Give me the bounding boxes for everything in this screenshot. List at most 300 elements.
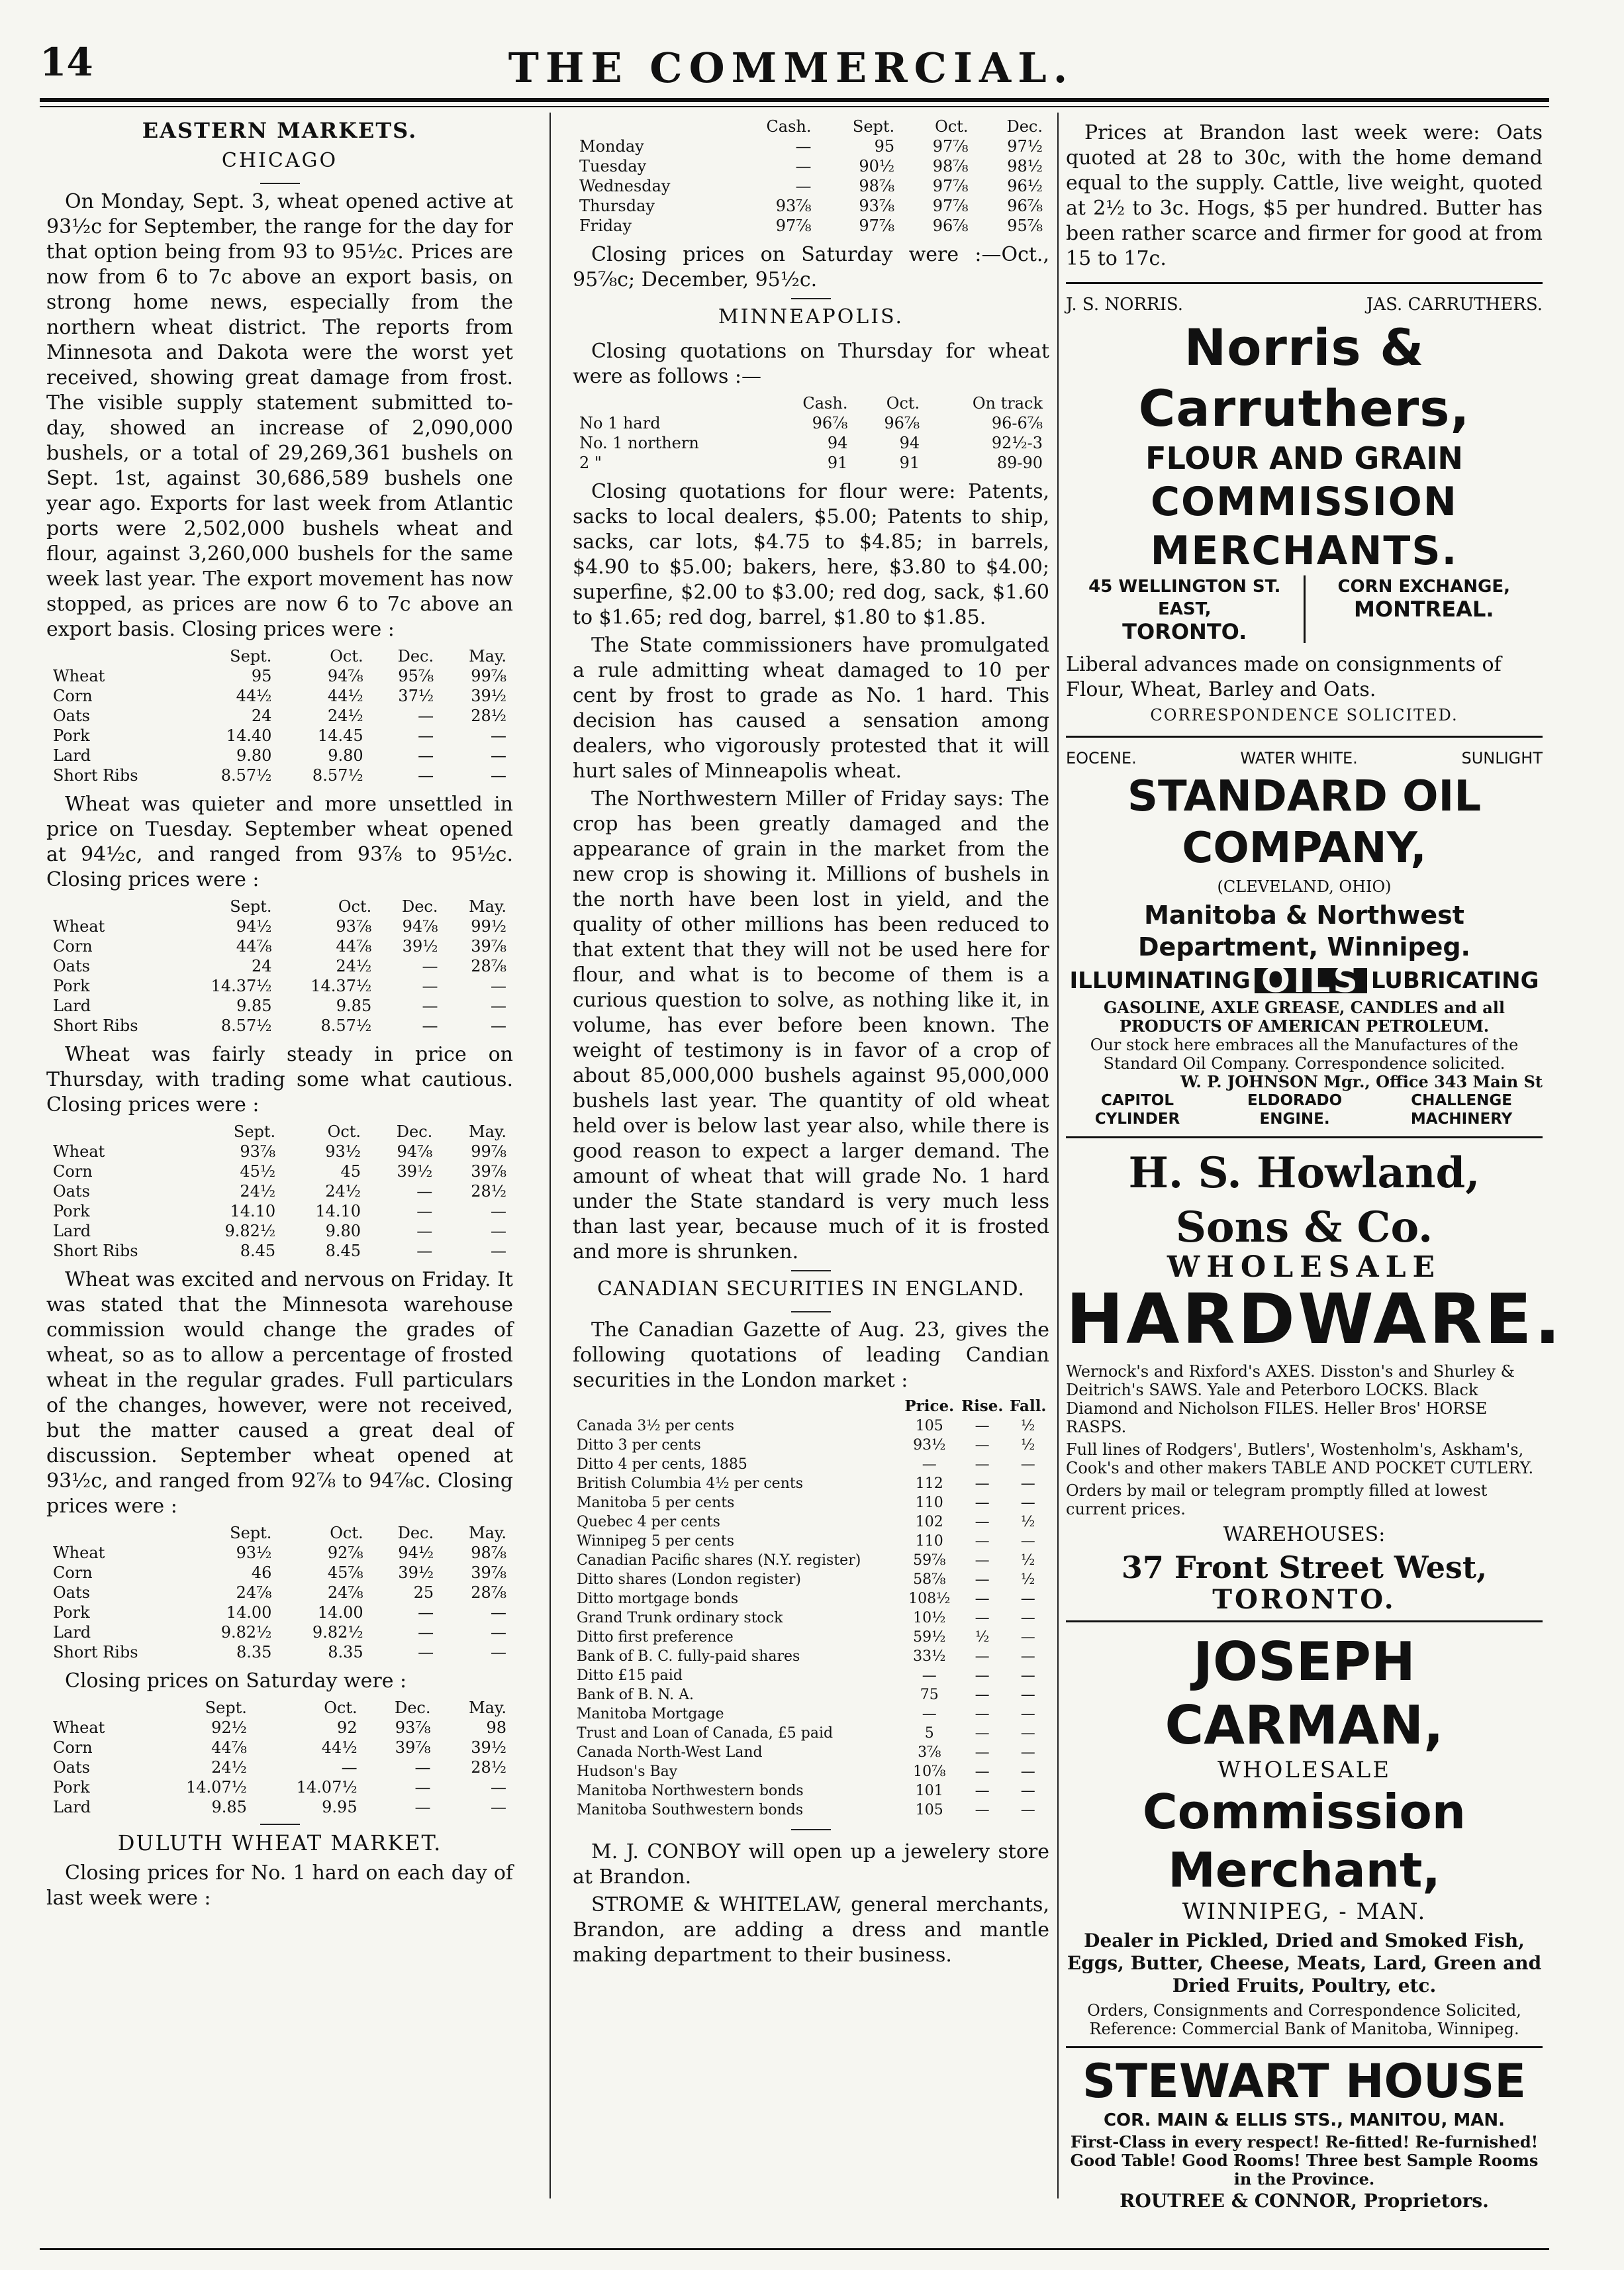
column-header: Oct. xyxy=(324,1699,358,1717)
masthead-title: THE COMMERCIAL. xyxy=(508,44,1075,92)
table-cell: 10½ xyxy=(913,1610,946,1626)
table-cell: — xyxy=(491,1222,506,1240)
table-cell: 93⅞ xyxy=(240,1142,276,1161)
table-cell: 89-90 xyxy=(996,454,1043,472)
row-label: Oats xyxy=(53,1182,90,1201)
table-cell: 37½ xyxy=(398,687,434,705)
table-cell: — xyxy=(414,1798,431,1816)
address-line: CORN EXCHANGE, xyxy=(1337,577,1511,597)
table-row xyxy=(46,726,513,746)
table-row xyxy=(46,996,513,1016)
table-cell: — xyxy=(491,977,506,995)
table-cell: 96⅞ xyxy=(884,414,920,432)
table-cell: 24 xyxy=(252,957,272,975)
table-header-row xyxy=(573,1396,1049,1416)
column-header xyxy=(46,646,187,666)
table-cell: 8.57½ xyxy=(220,1016,272,1035)
table-cell: — xyxy=(1020,1725,1035,1742)
table-row xyxy=(573,1474,1049,1493)
table-cell: 98⅞ xyxy=(932,157,969,175)
table-cell: 97⅞ xyxy=(932,197,969,215)
table-cell: 14.10 xyxy=(230,1202,276,1220)
table-cell: — xyxy=(422,997,438,1015)
ad-standard-oil xyxy=(1066,738,1543,1138)
table-cell: — xyxy=(1020,1495,1035,1511)
column-header: Sept. xyxy=(852,117,895,136)
table-cell: 99½ xyxy=(471,917,506,936)
table-row xyxy=(573,1493,1049,1512)
paragraph: Wheat was quieter and more unsettled in price on Tuesday. September wheat opened at 94½c, and ranged from 93⅞ to 95½c. Closing prices were : xyxy=(46,793,513,891)
table-row xyxy=(573,1532,1049,1551)
table-cell: 24⅞ xyxy=(236,1583,272,1602)
table-row xyxy=(46,1181,513,1201)
table-cell: — xyxy=(975,1706,990,1722)
table-cell: — xyxy=(418,1643,434,1661)
table-cell: — xyxy=(491,1242,506,1260)
table-row xyxy=(46,916,513,936)
table-cell: 96½ xyxy=(1007,177,1043,195)
hotel-description: First-Class in every respect! Re-fitted! Re-furnished! Good Table! Good Rooms! Three best Sample Rooms in the Province. xyxy=(1070,2132,1539,2189)
table-cell: 110 xyxy=(915,1495,943,1511)
table-cell: — xyxy=(975,1514,990,1530)
table-cell: — xyxy=(975,1456,990,1473)
table-cell: 99⅞ xyxy=(471,667,506,685)
table-cell: 93⅞ xyxy=(336,917,372,936)
table-row xyxy=(46,686,513,706)
table-row xyxy=(46,1583,513,1603)
table-cell: — xyxy=(975,1437,990,1454)
column-header: Cash. xyxy=(766,117,812,136)
table-cell: 39½ xyxy=(471,687,506,705)
table-cell: 28⅞ xyxy=(471,1583,506,1602)
table-cell: 95⅞ xyxy=(1007,217,1043,235)
column-header: Fall. xyxy=(1009,1397,1047,1415)
table-cell: 98⅞ xyxy=(471,1544,506,1562)
column-header: May. xyxy=(469,647,506,666)
table-cell: 8.45 xyxy=(325,1242,361,1260)
row-label: Ditto first preference xyxy=(577,1629,734,1646)
column-3 xyxy=(1066,113,1564,2214)
grade: SUNLIGHT xyxy=(1461,749,1543,767)
table-cell: 97⅞ xyxy=(859,217,895,235)
table-cell: 9.85 xyxy=(236,997,272,1015)
dealer-goods: Dealer in Pickled, Dried and Smoked Fish, Eggs, Butter, Cheese, Meats, Lard, Green and Dried Fruits, Poultry, etc. xyxy=(1067,1930,1542,1997)
table-cell: 28⅞ xyxy=(471,957,506,975)
table-cell: — xyxy=(1020,1629,1035,1646)
table-cell: — xyxy=(975,1552,990,1569)
table-cell: 44½ xyxy=(236,687,272,705)
partner-right: JAS. CARRUTHERS. xyxy=(1366,295,1543,315)
table-cell: — xyxy=(795,177,812,195)
table-cell: — xyxy=(491,1603,506,1622)
table-row xyxy=(46,1161,513,1181)
column-header: Oct. xyxy=(338,897,372,916)
correspondence-note: CORRESPONDENCE SOLICITED. xyxy=(1150,706,1458,724)
table-cell: — xyxy=(975,1495,990,1511)
row-label: Wheat xyxy=(53,1544,105,1562)
table-cell: 10⅞ xyxy=(913,1763,946,1780)
address-montreal xyxy=(1306,575,1543,643)
table-row xyxy=(573,453,1049,473)
hardware-title: HARDWARE. xyxy=(1066,1279,1564,1359)
table-row xyxy=(573,196,1049,216)
row-label: Monday xyxy=(579,137,644,156)
table-cell: — xyxy=(975,1744,990,1761)
table-cell: — xyxy=(1020,1456,1035,1473)
brand: CHALLENGE MACHINERY xyxy=(1410,1092,1513,1128)
table-row xyxy=(46,1201,513,1221)
paragraph: The Canadian Gazette of Aug. 23, gives the following quotations of leading Candian securities in the London market : xyxy=(573,1318,1049,1392)
paragraph: Closing quotations for flour were: Patents, sacks to local dealers, $5.00; Patents to ship, sacks, car lots, $4.75 to $4.85; in barrels, $4.90 to $5.00; bakers, here, $3.80 to $4.00; superfine, $2.00 to $3.00; red dog, sack, $1.60 to $1.65; red dog, barrel, $1.80 to $1.85. xyxy=(573,480,1049,629)
section-heading-eastern-markets: EASTERN MARKETS. xyxy=(142,118,418,143)
column-header: May. xyxy=(469,1122,506,1141)
table-cell: 44⅞ xyxy=(236,937,272,956)
grade: WATER WHITE. xyxy=(1240,749,1358,767)
table-row xyxy=(573,176,1049,196)
table-cell: 44⅞ xyxy=(336,937,372,956)
table-cell: 91 xyxy=(899,454,920,472)
paragraph: Closing prices for No. 1 hard on each day of last week were : xyxy=(46,1861,513,1910)
row-label: No 1 hard xyxy=(579,414,661,432)
merchant-orders: Orders, Consignments and Correspondence Solicited, Reference: Commercial Bank of Manitoba, Winnipeg. xyxy=(1087,2001,1521,2038)
table-cell: 105 xyxy=(915,1418,943,1434)
table-cell: — xyxy=(1020,1687,1035,1703)
table-row xyxy=(573,1801,1049,1820)
table-row xyxy=(573,1608,1049,1628)
column-header: May. xyxy=(469,897,506,916)
column-header: Sept. xyxy=(233,1122,276,1141)
column-header: Dec. xyxy=(1006,117,1043,136)
row-label: Oats xyxy=(53,1758,90,1777)
table-cell: — xyxy=(1020,1475,1035,1492)
stock-note: Our stock here embraces all the Manufactures of the Standard Oil Company. Correspondence solicited. xyxy=(1090,1036,1519,1073)
table-cell: 97½ xyxy=(1007,137,1043,156)
table-row xyxy=(46,976,513,996)
column-divider xyxy=(549,113,551,2198)
table-row xyxy=(573,1762,1049,1781)
table-cell: — xyxy=(975,1571,990,1588)
row-label: Lard xyxy=(53,1623,91,1642)
table-cell: 98½ xyxy=(1007,157,1043,175)
table-cell: — xyxy=(795,137,812,156)
table-cell: — xyxy=(414,1778,431,1797)
row-label: Short Ribs xyxy=(53,766,138,785)
table-cell: — xyxy=(975,1475,990,1492)
table-header-row xyxy=(573,393,1049,413)
row-label: Corn xyxy=(53,1563,93,1582)
merchant-city: WINNIPEG, - MAN. xyxy=(1182,1899,1427,1925)
table-cell: 95 xyxy=(251,667,272,685)
table-cell: 14.07½ xyxy=(296,1778,358,1797)
column-header: Price. xyxy=(904,1397,955,1415)
table-cell: — xyxy=(491,746,506,765)
row-label: Thursday xyxy=(579,197,655,215)
table-cell: 98 xyxy=(486,1718,506,1737)
table-cell: — xyxy=(1020,1763,1035,1780)
row-label: Manitoba Southwestern bonds xyxy=(577,1802,804,1818)
row-label: Short Ribs xyxy=(53,1016,138,1035)
table-cell: 9.80 xyxy=(328,746,363,765)
paragraph: Wheat was excited and nervous on Friday. It was stated that the Minnesota warehouse commission would change the grades of wheat, so as to allow a percentage of frosted wheat in the regular grades. Full particulars of the changes, however, were not received, but the matter caused a great deal of discussion. September wheat opened at 93½c, and ranged from 92⅞ to 94⅞c. Closing prices were : xyxy=(46,1268,513,1518)
column-header: Oct. xyxy=(330,647,363,666)
table-cell: 44½ xyxy=(327,687,363,705)
table-row xyxy=(46,1642,513,1662)
table-cell: 46 xyxy=(251,1563,272,1582)
table-cell: 9.80 xyxy=(325,1222,361,1240)
column-header: Oct. xyxy=(330,1524,363,1542)
table-cell: 9.82½ xyxy=(312,1623,363,1642)
merchant-name: JOSEPH CARMAN, xyxy=(1165,1631,1444,1756)
column-header: On track xyxy=(972,394,1043,413)
table-row xyxy=(573,136,1049,156)
oils-block: OILS xyxy=(1255,968,1367,993)
table-cell: — xyxy=(1020,1802,1035,1818)
grade: EOCENE. xyxy=(1066,749,1137,767)
column-header: Dec. xyxy=(394,1699,431,1717)
table-cell: — xyxy=(1020,1783,1035,1799)
table-cell: 39½ xyxy=(402,937,438,956)
table-cell: — xyxy=(491,1016,506,1035)
table-row xyxy=(573,216,1049,236)
table-cell: 102 xyxy=(915,1514,943,1530)
row-label: Corn xyxy=(53,1162,93,1181)
table-row xyxy=(46,956,513,976)
table-cell: 45½ xyxy=(240,1162,276,1181)
table-header-row xyxy=(46,646,513,666)
minneapolis-table xyxy=(573,393,1049,473)
column-header: Dec. xyxy=(397,1524,434,1542)
column-1 xyxy=(46,113,513,1914)
table-cell: — xyxy=(975,1648,990,1665)
hotel-name: STEWART HOUSE xyxy=(1082,2054,1527,2108)
table-row xyxy=(573,1781,1049,1801)
table-cell: 96⅞ xyxy=(812,414,848,432)
brand: CAPITOL CYLINDER xyxy=(1094,1092,1180,1128)
table-cell: 8.45 xyxy=(240,1242,276,1260)
oil-grades xyxy=(1066,746,1543,771)
table-cell: ½ xyxy=(975,1629,990,1646)
table-cell: 8.35 xyxy=(328,1643,363,1661)
row-label: Manitoba Northwestern bonds xyxy=(577,1783,804,1799)
column-header: Oct. xyxy=(327,1122,361,1141)
table-cell: — xyxy=(795,157,812,175)
table-row xyxy=(46,1016,513,1036)
table-row xyxy=(573,1436,1049,1455)
partner-names xyxy=(1066,292,1543,317)
paragraph: Closing prices on Saturday were : xyxy=(65,1669,407,1693)
hotel-address: COR. MAIN & ELLIS STS., MANITOU, MAN. xyxy=(1103,2110,1505,2130)
table-row xyxy=(573,1551,1049,1570)
table-cell: 92½ xyxy=(211,1718,247,1737)
table-cell: — xyxy=(1020,1744,1035,1761)
manager: W. P. JOHNSON Mgr., Office 343 Main St xyxy=(1180,1072,1543,1091)
column-header xyxy=(573,1396,901,1416)
row-label: Wheat xyxy=(53,667,105,685)
table-row xyxy=(46,1757,513,1777)
table-row xyxy=(573,1628,1049,1647)
row-label: Bank of B. N. A. xyxy=(577,1687,694,1703)
row-label: Corn xyxy=(53,1738,93,1757)
column-header xyxy=(46,1122,189,1142)
table-cell: 39½ xyxy=(398,1563,434,1582)
price-table xyxy=(46,1122,513,1261)
row-label: Ditto shares (London register) xyxy=(577,1571,801,1588)
table-row xyxy=(46,1563,513,1583)
table-cell: — xyxy=(1020,1706,1035,1722)
ad-stewart-house xyxy=(1066,2048,1543,2214)
company-location: (CLEVELAND, OHIO) xyxy=(1217,877,1392,896)
row-label: Friday xyxy=(579,217,632,235)
divider xyxy=(791,298,831,299)
table-row xyxy=(46,765,513,785)
table-cell: 94 xyxy=(899,434,920,452)
column-header: May. xyxy=(469,1699,506,1717)
table-cell: 3⅞ xyxy=(918,1744,941,1761)
table-cell: — xyxy=(418,1603,434,1622)
column-header: Oct. xyxy=(935,117,969,136)
row-label: Canadian Pacific shares (N.Y. register) xyxy=(577,1552,861,1569)
table-cell: — xyxy=(422,957,438,975)
table-cell: 94½ xyxy=(236,917,272,936)
table-cell: 91 xyxy=(827,454,848,472)
footer-rule xyxy=(40,2248,1549,2250)
label-lubricating: LUBRICATING xyxy=(1370,967,1539,994)
table-row xyxy=(46,1241,513,1261)
paragraph: Wheat was fairly steady in price on Thursday, with trading some what cautious. Closing prices were : xyxy=(46,1043,513,1116)
table-row xyxy=(573,1589,1049,1608)
table-cell: — xyxy=(418,766,434,785)
table-row xyxy=(573,1666,1049,1685)
table-cell: 39⅞ xyxy=(395,1738,431,1757)
table-cell: 39½ xyxy=(397,1162,433,1181)
commission-merchant: Commission Merchant, xyxy=(1142,1784,1466,1898)
header-rule xyxy=(40,98,1549,102)
row-label: Lard xyxy=(53,1222,91,1240)
table-header-row xyxy=(46,1523,513,1543)
paragraph: The Northwestern Miller of Friday says: The crop has been greatly damaged and the appearance of grain in the market from the new crop is showing it. Millions of bushels in the north have been lost in yield, and the quality of other millions has been reduced to that extent that they will not be used here for flour, and what is to become of them is a curious question to solve, as nothing like it, in volume, has ever before been known. The weight of testimony is in favor of a crop of about 85,000,000 bushels against 95,000,000 bushels last year. The quantity of old wheat held over is below last year also, while there is good reason to expect a larger demand. The amount of wheat that will grade No. 1 hard under the State standard is very much less than last year, because much of it is frosted and more is shrunken. xyxy=(573,787,1049,1263)
table-cell: 94 xyxy=(827,434,848,452)
table-cell: 96⅞ xyxy=(1007,197,1043,215)
table-cell: — xyxy=(341,1758,358,1777)
advances-note: Liberal advances made on consignments of Flour, Wheat, Barley and Oats. xyxy=(1066,653,1502,701)
table-cell: — xyxy=(975,1610,990,1626)
table-header-row xyxy=(46,1698,513,1718)
price-table xyxy=(46,646,513,785)
table-cell: 99⅞ xyxy=(471,1142,506,1161)
divider xyxy=(791,1311,831,1312)
table-cell: 96⅞ xyxy=(932,217,969,235)
column-header: Cash. xyxy=(802,394,848,413)
table-row xyxy=(46,1738,513,1757)
orders-note: Orders by mail or telegram promptly filled at lowest current prices. xyxy=(1066,1481,1488,1518)
price-table xyxy=(46,1523,513,1662)
table-cell: — xyxy=(414,1758,431,1777)
table-cell: 28½ xyxy=(471,1758,506,1777)
table-cell: — xyxy=(491,1202,506,1220)
column-header: Sept. xyxy=(230,897,272,916)
table-cell: 14.37½ xyxy=(211,977,272,995)
table-cell: 92 xyxy=(337,1718,358,1737)
table-header-row xyxy=(46,1122,513,1142)
partner-left: J. S. NORRIS. xyxy=(1066,295,1183,315)
table-cell: 25 xyxy=(413,1583,434,1602)
table-cell: — xyxy=(418,1623,434,1642)
row-label: Winnipeg 5 per cents xyxy=(577,1533,735,1550)
table-cell: — xyxy=(975,1802,990,1818)
table-cell: 14.10 xyxy=(315,1202,361,1220)
news-item: M. J. CONBOY will open up a jewelery store at Brandon. xyxy=(573,1840,1049,1889)
table-cell: 39⅞ xyxy=(471,1162,506,1181)
row-label: Pork xyxy=(53,977,90,995)
table-cell: ½ xyxy=(1021,1571,1035,1588)
company-name: H. S. Howland, Sons & Co. xyxy=(1128,1148,1480,1252)
row-label: Wheat xyxy=(53,917,105,936)
table-cell: 94⅞ xyxy=(327,667,363,685)
table-cell: 14.37½ xyxy=(310,977,372,995)
table-cell: 105 xyxy=(915,1802,943,1818)
row-label: Wheat xyxy=(53,1718,105,1737)
paragraph: On Monday, Sept. 3, wheat opened active at 93½c for September, the range for the day for that option being from 93 to 95½c. Prices are now from 6 to 7c above an export basis, on strong home news, especially from the northern wheat district. The reports from Minnesota and Dakota were the worst yet received, showing great damage from frost. The visible supply statement submitted to-day, showed an increase of 2,090,000 bushels, or a total of 29,269,361 bushels on Sept. 1st, against 30,686,589 bushels one year ago. Exports for last week from Atlantic ports were 2,502,000 bushels wheat and flour, against 3,260,000 bushels for the same week last year. The export movement has now stopped, as prices are now 6 to 7c above an export basis. Closing prices were : xyxy=(46,190,513,641)
row-label: No. 1 northern xyxy=(579,434,699,452)
ad-howland-hardware xyxy=(1066,1138,1564,1622)
table-cell: — xyxy=(975,1667,990,1684)
column-header xyxy=(573,393,769,413)
table-cell: 14.07½ xyxy=(185,1778,247,1797)
table-cell: — xyxy=(416,1242,433,1260)
row-label: Pork xyxy=(53,726,90,745)
column-header: Rise. xyxy=(961,1397,1004,1415)
table-cell: 9.95 xyxy=(322,1798,358,1816)
table-row xyxy=(573,1743,1049,1762)
table-cell: 93⅞ xyxy=(859,197,895,215)
row-label: Ditto £15 paid xyxy=(577,1667,683,1684)
page-number: 14 xyxy=(40,40,93,85)
address-city: MONTREAL. xyxy=(1354,597,1494,622)
table-cell: — xyxy=(491,997,506,1015)
table-cell: — xyxy=(422,1016,438,1035)
table-cell: — xyxy=(922,1456,937,1473)
paragraph: Prices at Brandon last week were: Oats quoted at 28 to 30c, with the home demand equal to the supply. Cattle, live weight, quoted at 2½ to 3c. Hogs, $5 per hundred. Butter has been rather scarce and firmer for good at from 15 to 17c. xyxy=(1066,121,1543,270)
table-cell: — xyxy=(1020,1667,1035,1684)
table-cell: 95 xyxy=(874,137,895,156)
paragraph: Closing prices on Saturday were :—Oct., 95⅞c; December, 95½c. xyxy=(573,243,1049,291)
table-cell: — xyxy=(975,1783,990,1799)
table-cell: — xyxy=(491,1623,506,1642)
table-cell: — xyxy=(1020,1610,1035,1626)
column-header xyxy=(573,117,730,136)
divider xyxy=(791,1270,831,1271)
row-label: Canada North-West Land xyxy=(577,1744,763,1761)
table-cell: 93½ xyxy=(325,1142,361,1161)
wholesale-label: WHOLESALE xyxy=(1217,1757,1392,1783)
row-label: Pork xyxy=(53,1778,90,1797)
table-row xyxy=(573,433,1049,453)
table-row xyxy=(46,1543,513,1563)
table-cell: 9.85 xyxy=(336,997,372,1015)
table-cell: 93⅞ xyxy=(775,197,812,215)
firm-name: Norris & Carruthers, xyxy=(1138,318,1470,438)
department: Manitoba & Northwest Department, Winnipeg. xyxy=(1138,901,1470,962)
paragraph: Closing quotations on Thursday for wheat were as follows :— xyxy=(573,340,1049,388)
table-cell: 94⅞ xyxy=(402,917,438,936)
price-table xyxy=(46,897,513,1036)
row-label: Pork xyxy=(53,1603,90,1622)
subheading-chicago: CHICAGO xyxy=(221,149,338,172)
price-table xyxy=(46,1698,513,1817)
row-label: British Columbia 4½ per cents xyxy=(577,1475,803,1492)
row-label: Lard xyxy=(53,1798,91,1816)
row-label: Corn xyxy=(53,687,93,705)
